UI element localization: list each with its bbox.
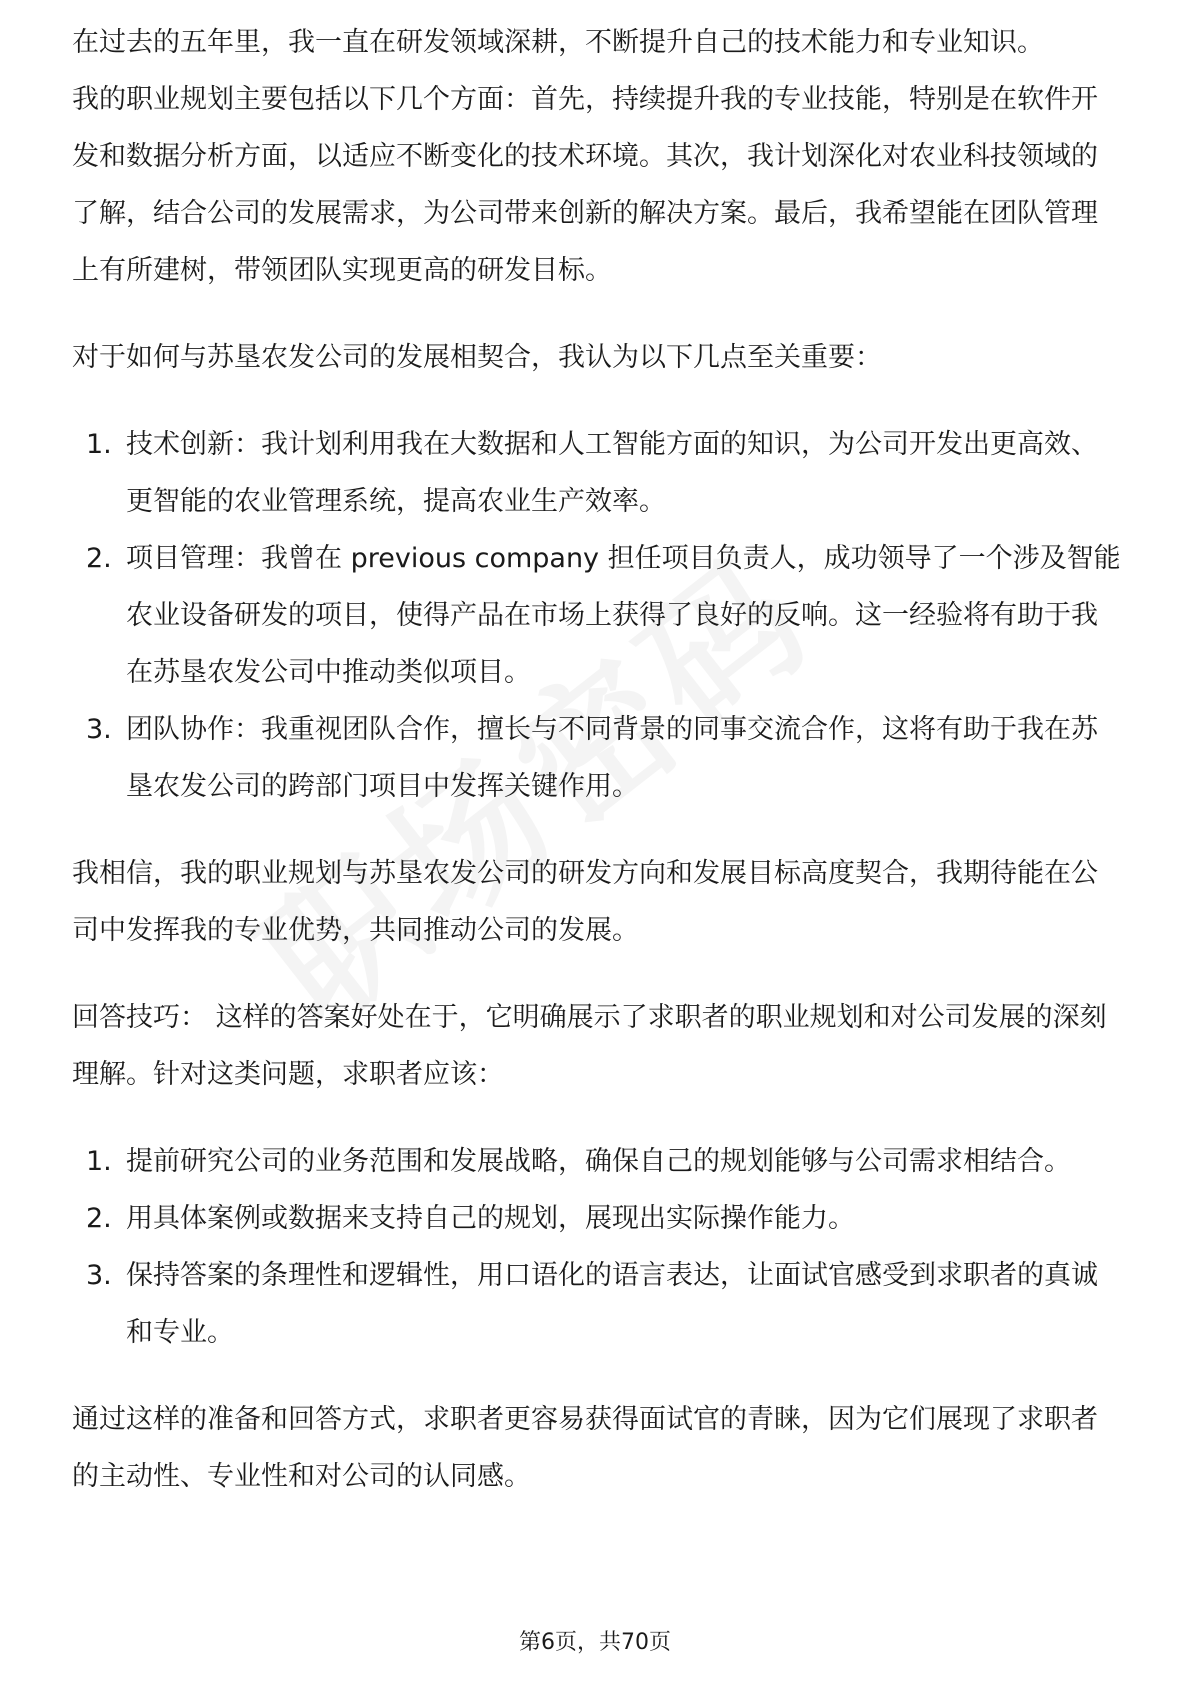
list-number: 1.	[86, 1146, 112, 1177]
list-number: 2.	[86, 543, 112, 574]
list-text: 项目管理：我曾在 previous company 担任项目负责人，成功领导了一个涉及智能农业设备研发的项目，使得产品在市场上获得了良好的反响。这一经验将有助于我在苏垦农发公司中推动类似项目。	[126, 543, 1121, 688]
paragraph-belief: 我相信，我的职业规划与苏垦农发公司的研发方向和发展目标高度契合，我期待能在公司中发挥我的专业优势，共同推动公司的发展。	[72, 858, 1098, 946]
paragraph-alignment-intro: 对于如何与苏垦农发公司的发展相契合，我认为以下几点至关重要：	[72, 342, 882, 373]
paragraph-intro-line: 在过去的五年里，我一直在研发领域深耕，不断提升自己的技术能力和专业知识。	[72, 27, 1044, 58]
paragraph-conclusion: 通过这样的准备和回答方式，求职者更容易获得面试官的青睐，因为它们展现了求职者的主动性、专业性和对公司的认同感。	[72, 1404, 1098, 1492]
paragraph-career-plan: 我的职业规划主要包括以下几个方面：首先，持续提升我的专业技能，特别是在软件开发和数据分析方面，以适应不断变化的技术环境。其次，我计划深化对农业科技领域的了解，结合公司的发展需求，为公司带来创新的解决方案。最后，我希望能在团队管理上有所建树，带领团队实现更高的研发目标。	[72, 84, 1098, 286]
list-item	[72, 1247, 1122, 1361]
list-text: 技术创新：我计划利用我在大数据和人工智能方面的知识，为公司开发出更高效、更智能的农业管理系统，提高农业生产效率。	[126, 429, 1098, 517]
list-number: 3.	[86, 1260, 112, 1291]
paragraph-answer-tips: 回答技巧： 这样的答案好处在于，它明确展示了求职者的职业规划和对公司发展的深刻理解。针对这类问题，求职者应该：	[72, 1002, 1107, 1090]
list-item	[72, 1190, 1122, 1247]
list-item	[72, 416, 1122, 530]
list-text: 用具体案例或数据来支持自己的规划，展现出实际操作能力。	[126, 1203, 855, 1234]
list-number: 3.	[86, 714, 112, 745]
document-body	[72, 27, 1122, 1505]
list-text: 保持答案的条理性和逻辑性，用口语化的语言表达，让面试官感受到求职者的真诚和专业。	[126, 1260, 1098, 1348]
list-number: 1.	[86, 429, 112, 460]
tips-list	[72, 1133, 1122, 1361]
list-item	[72, 701, 1122, 815]
alignment-list	[72, 416, 1122, 815]
list-number: 2.	[86, 1203, 112, 1234]
list-item	[72, 530, 1122, 701]
list-text: 团队协作：我重视团队合作，擅长与不同背景的同事交流合作，这将有助于我在苏垦农发公司的跨部门项目中发挥关键作用。	[126, 714, 1098, 802]
list-text: 提前研究公司的业务范围和发展战略，确保自己的规划能够与公司需求相结合。	[126, 1146, 1071, 1177]
list-item	[72, 1133, 1122, 1190]
page-number: 第6页，共70页	[519, 1630, 671, 1655]
